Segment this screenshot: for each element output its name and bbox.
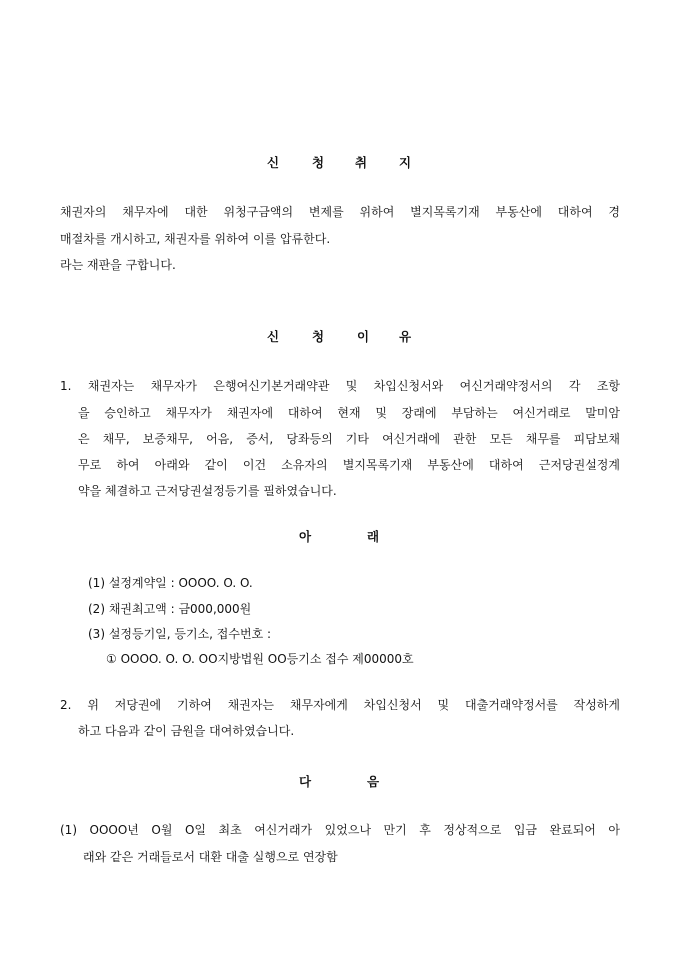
reason1-line-5: 약을 체결하고 근저당권설정등기를 필하였습니다. [78,484,337,498]
heading-char: 청 [312,155,325,170]
below-item-2: (2) 채권최고액 : 금000,000원 [88,602,252,616]
next-line-2: 래와 같은 거래들로서 대환 대출 실행으로 연장함 [83,850,338,864]
heading-char: 취 [355,155,368,170]
heading-char: 아 [299,529,312,544]
heading-char: 신 [267,329,280,344]
reason1-line-3: 은 채무, 보증채무, 어음, 증서, 당좌등의 기타 여신거래에 관한 모든 채무를 피담보채 [78,432,620,446]
next-line-1: (1) OOOO년 O월 O일 최초 여신거래가 있었으나 만기 후 정상적으로 입금 완료되어 아 [60,823,620,837]
heading-char: 래 [367,529,380,544]
below-item-3-sub: ① OOOO. O. O. OO지방법원 OO등기소 접수 제00000호 [106,652,414,666]
claim-line-2: 매절차를 개시하고, 채권자를 위하여 이를 압류한다. [60,232,331,246]
claim-line-1: 채권자의 채무자에 대한 위청구금액의 변제를 위하여 별지목록기재 부동산에 대하여 경 [60,205,620,219]
reason1-line-4: 무로 하여 아래와 같이 이건 소유자의 별지목록기재 부동산에 대하여 근저당권설정계 [78,458,620,472]
below-item-3: (3) 설정등기일, 등기소, 접수번호 : [88,627,272,641]
reason2-line-2: 하고 다음과 같이 금원을 대여하였습니다. [78,724,295,738]
reason1-line-2: 을 승인하고 채무자가 채권자에 대하여 현재 및 장래에 부담하는 여신거래로 말미암 [78,406,620,420]
heading-char: 신 [267,155,280,170]
reason2-line-1: 2. 위 저당권에 기하여 채권자는 채무자에게 차입신청서 및 대출거래약정서를 작성하게 [60,698,620,712]
heading-char: 지 [399,155,412,170]
heading-char: 유 [399,329,412,344]
reason1-line-1: 1. 채권자는 채무자가 은행여신기본거래약관 및 차입신청서와 여신거래약정서의 각 조항 [60,379,620,393]
heading-char: 청 [312,329,325,344]
heading-char: 음 [367,774,380,789]
below-item-1: (1) 설정계약일 : OOOO. O. O. [88,576,253,590]
claim-line-3: 라는 재판을 구합니다. [60,258,176,272]
heading-char: 이 [357,329,370,344]
heading-char: 다 [299,774,312,789]
